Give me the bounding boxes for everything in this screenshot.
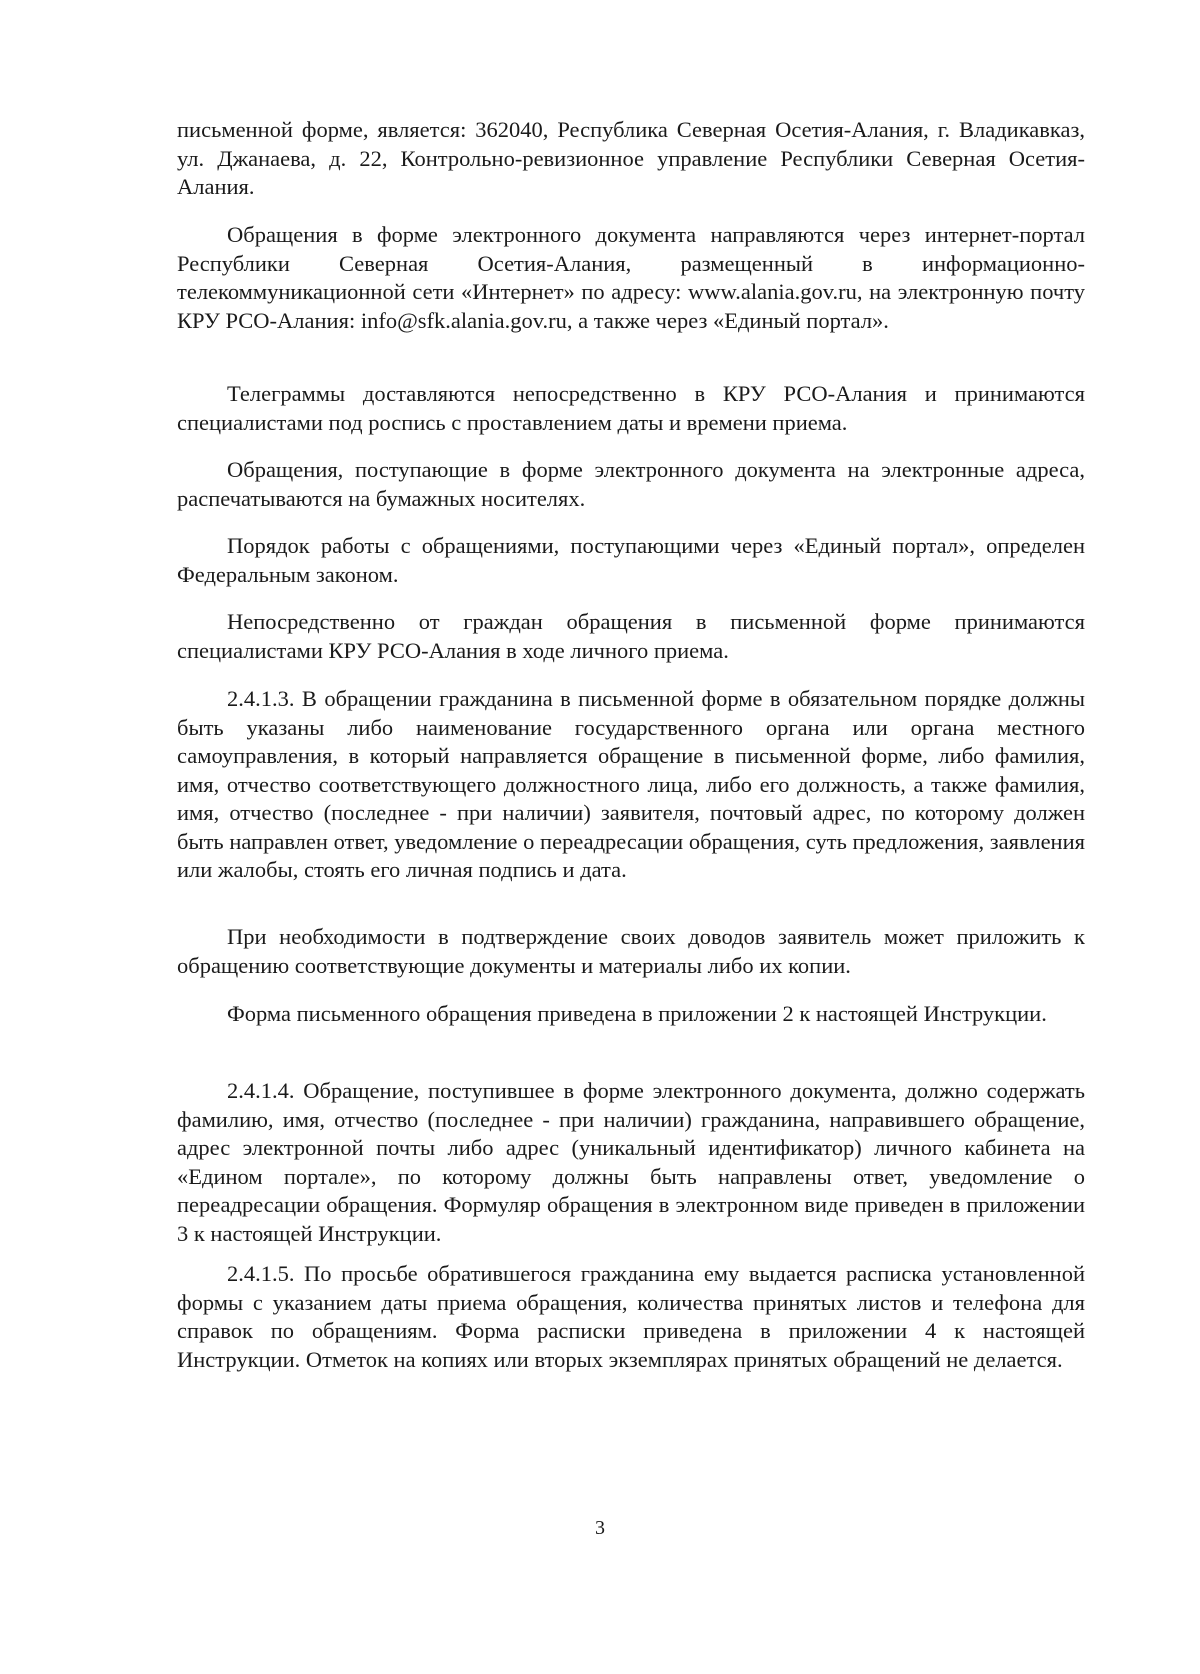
paragraph-telegrams: Телеграммы доставляются непосредственно в КРУ РСО-Алания и принимаются специалистами под роспись с проставлением даты и времени приема. (177, 381, 1085, 435)
paragraph-appendix-2: Форма письменного обращения приведена в приложении 2 к настоящей Инструкции. (227, 1001, 1047, 1026)
paragraph-address-continuation: письменной форме, является: 362040, Республика Северная Осетия-Алания, г. Владикавказ, ул. Джанаева, д. 22, Контрольно-ревизионное управление Республики Северная Осетия-Алания. (177, 117, 1085, 199)
paragraph-electronic-printing: Обращения, поступающие в форме электронного документа на электронные адреса, распечатываются на бумажных носителях. (177, 457, 1085, 511)
paragraph-2-4-1-5: 2.4.1.5. По просьбе обратившегося гражданина ему выдается расписка установленной формы с указанием даты приема обращения, количества принятых листов и телефона для справок по обращениям. Форма расписки приведена в приложении 4 к настоящей Инструкции. Отметок на копиях или вторых экземплярах принятых обращений не делается. (177, 1261, 1085, 1372)
paragraph-unified-portal-procedure: Порядок работы с обращениями, поступающими через «Единый портал», определен Федеральным законом. (177, 533, 1085, 587)
paragraph-2-4-1-3: 2.4.1.3. В обращении гражданина в письменной форме в обязательном порядке должны быть указаны либо наименование государственного органа или органа местного самоуправления, в который направляется обращение в письменной форме, либо фамилия, имя, отчество соответствующего должностного лица, либо его должность, а также фамилия, имя, отчество (последнее - при наличии) заявителя, почтовый адрес, по которому должен быть направлен ответ, уведомление о переадресации обращения, суть предложения, заявления или жалобы, стоять его личная подпись и дата. (177, 686, 1085, 882)
paragraph-personal-reception: Непосредственно от граждан обращения в письменной форме принимаются специалистами КРУ РСО-Алания в ходе личного приема. (177, 609, 1085, 663)
paragraph-2-4-1-4: 2.4.1.4. Обращение, поступившее в форме электронного документа, должно содержать фамилию, имя, отчество (последнее - при наличии) гражданина, направившего обращение, адрес электронной почты либо адрес (уникальный идентификатор) личного кабинета на «Едином портале», по которому должны быть направлены ответ, уведомление о переадресации обращения. Формуляр обращения в электронном виде приведен в приложении 3 к настоящей Инструкции. (177, 1078, 1085, 1246)
page-number: 3 (595, 1517, 605, 1539)
paragraph-supporting-documents: При необходимости в подтверждение своих доводов заявитель может приложить к обращению соответствующие документы и материалы либо их копии. (177, 924, 1085, 978)
paragraph-electronic-submission: Обращения в форме электронного документа направляются через интернет-портал Республики Северная Осетия-Алания, размещенный в информационно-телекоммуникационной сети «Интернет» по адресу: www.alania.gov.ru, на электронную почту КРУ РСО-Алания: info@sfk.alania.gov.ru, а также через «Единый портал». (177, 222, 1085, 333)
